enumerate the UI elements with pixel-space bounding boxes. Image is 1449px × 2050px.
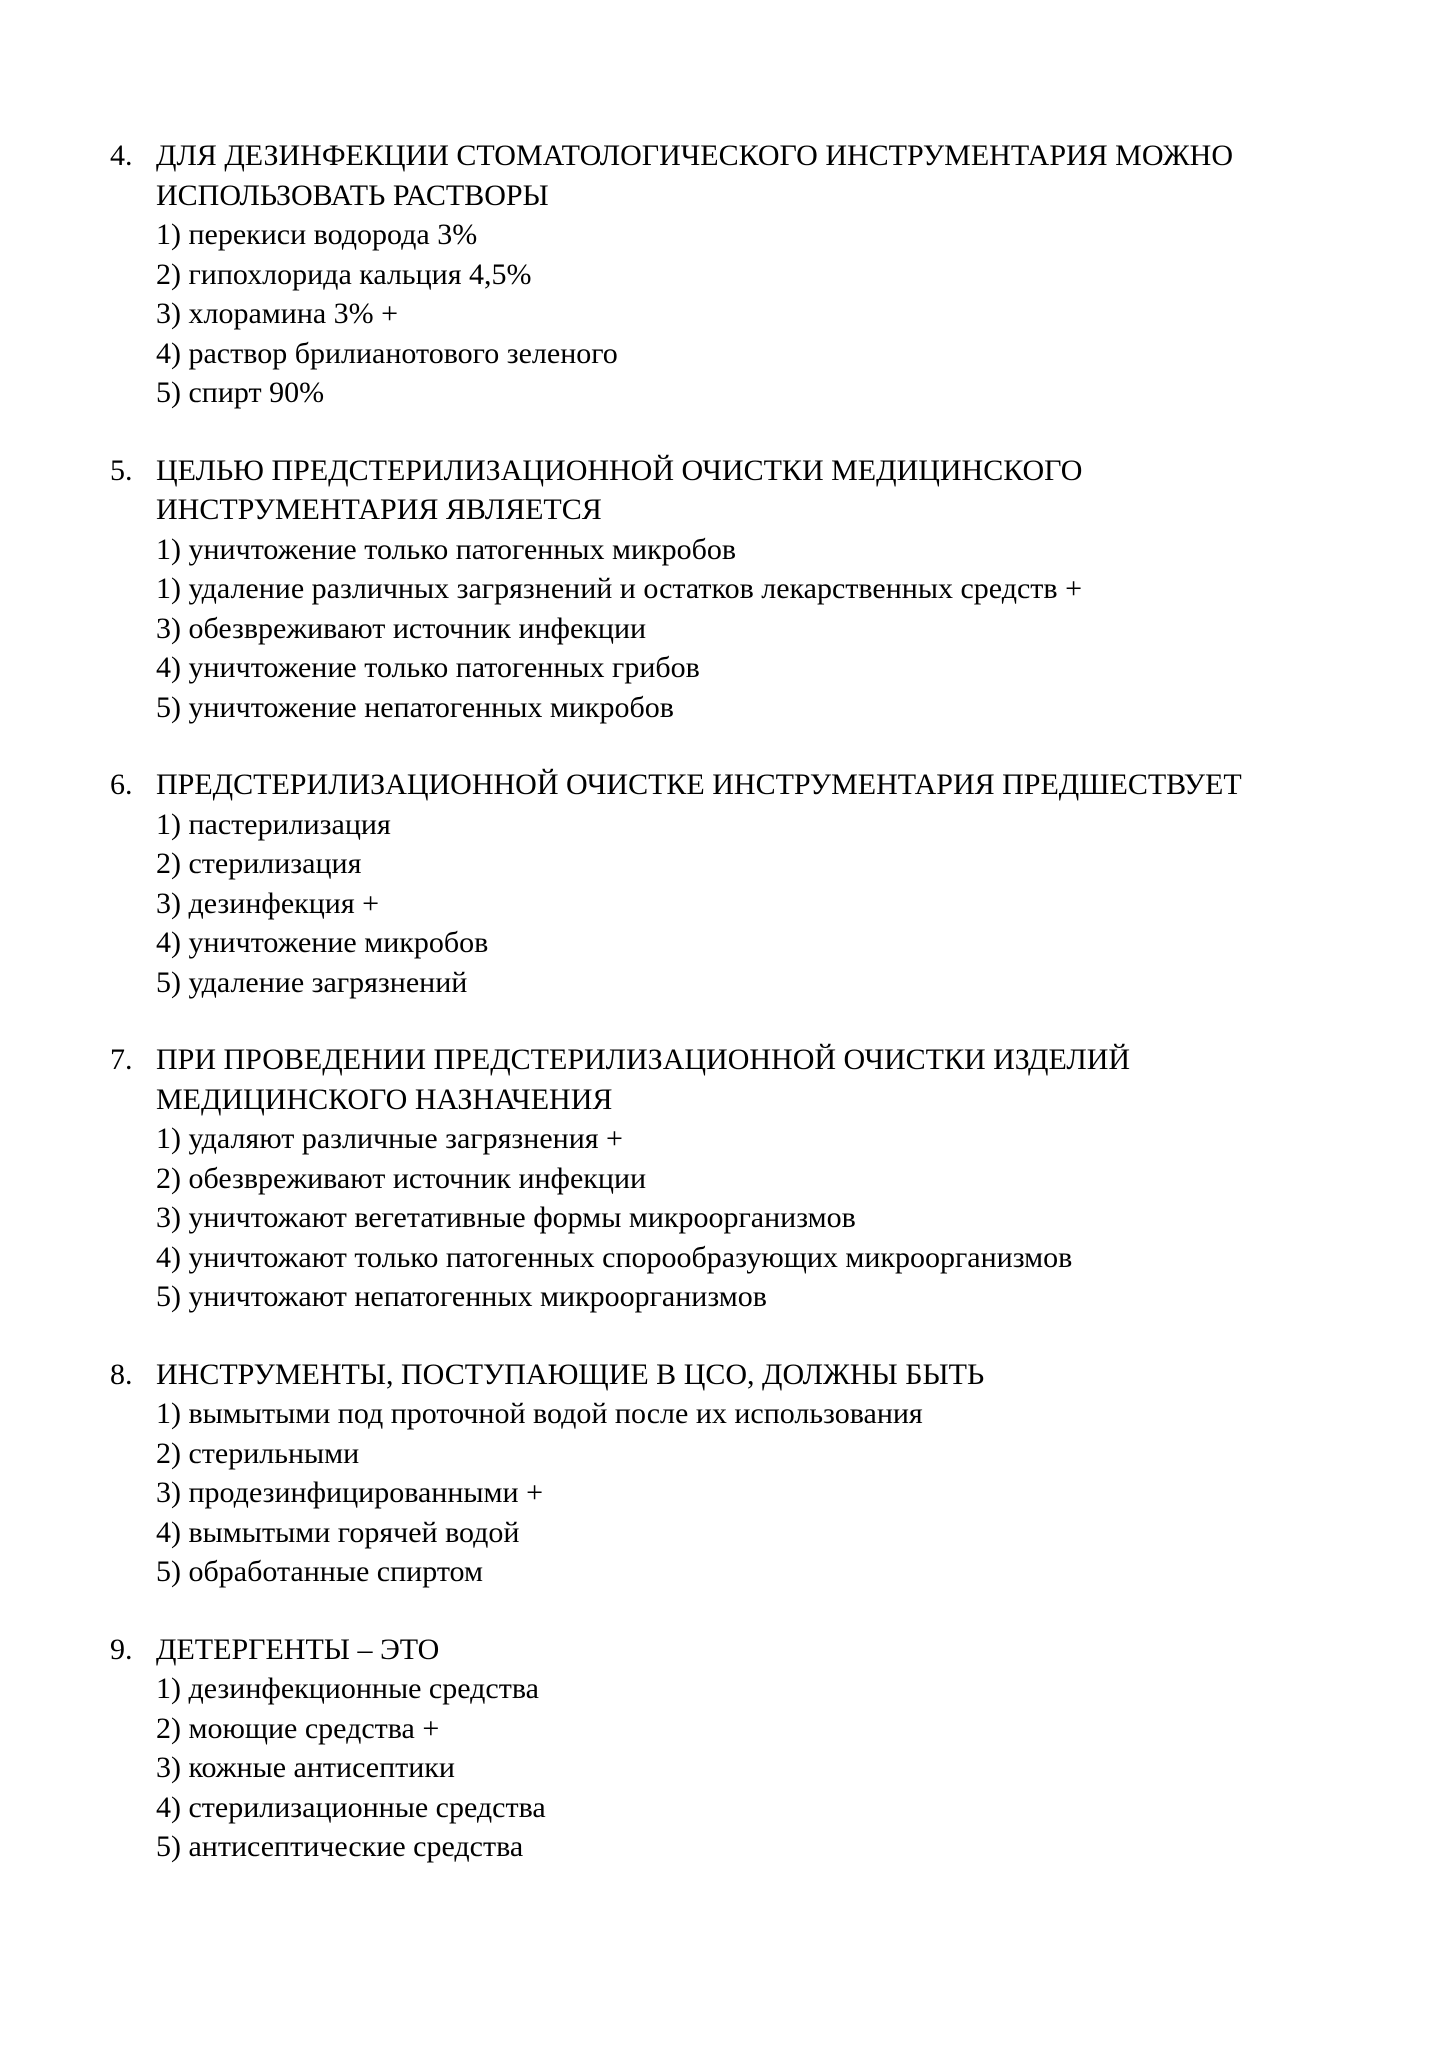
question-text: ИНСТРУМЕНТЫ, ПОСТУПАЮЩИЕ В ЦСО, ДОЛЖНЫ БЫТЬ	[156, 1357, 985, 1391]
answer-option: 5) спирт 90%	[156, 376, 325, 409]
answer-option: 1) вымытыми под проточной водой после их использования	[156, 1397, 923, 1430]
answer-option: 3) обезвреживают источник инфекции	[156, 611, 647, 645]
question-6	[110, 765, 1370, 1002]
question-text: ДЛЯ ДЕЗИНФЕКЦИИ СТОМАТОЛОГИЧЕСКОГО ИНСТРУМЕНТАРИЯ МОЖНО ИСПОЛЬЗОВАТЬ РАСТВОРЫ	[156, 139, 1233, 212]
answer-option: 4) стерилизационные средства	[156, 1790, 546, 1824]
question-number: 7.	[110, 1043, 133, 1076]
answer-option: 1) дезинфекционные средства	[156, 1672, 539, 1705]
answer-option: 5) уничтожение непатогенных микробов	[156, 690, 674, 724]
answer-option: 2) обезвреживают источник инфекции	[156, 1161, 647, 1195]
answer-option: 5) уничтожают непатогенных микроорганизмов	[156, 1280, 767, 1313]
answer-option: 4) уничтожение только патогенных грибов	[156, 651, 700, 684]
question-text: ПРЕДСТЕРИЛИЗАЦИОННОЙ ОЧИСТКЕ ИНСТРУМЕНТАРИЯ ПРЕДШЕСТВУЕТ	[156, 768, 1242, 801]
answer-list	[156, 1119, 1370, 1317]
question-number: 6.	[110, 768, 133, 801]
answer-option: 3) дезинфекция +	[156, 886, 380, 920]
answer-option: 1) пастерилизация	[156, 807, 391, 841]
question-text: ЦЕЛЬЮ ПРЕДСТЕРИЛИЗАЦИОННОЙ ОЧИСТКИ МЕДИЦИНСКОГО ИНСТРУМЕНТАРИЯ ЯВЛЯЕТСЯ	[156, 453, 1083, 526]
answer-list	[156, 805, 1370, 1003]
answer-option: 3) продезинфицированными +	[156, 1476, 543, 1509]
question-5	[110, 451, 1370, 728]
answer-option: 4) вымытыми горячей водой	[156, 1515, 520, 1549]
answer-option: 2) моющие средства +	[156, 1711, 440, 1745]
answer-option: 1) удаление различных загрязнений и остатков лекарственных средств +	[156, 572, 1082, 605]
answer-list	[156, 215, 1370, 413]
question-8	[110, 1355, 1370, 1592]
answer-option: 2) гипохлорида кальция 4,5%	[156, 257, 532, 291]
answer-option: 3) хлорамина 3% +	[156, 297, 399, 330]
question-list	[110, 136, 1370, 1905]
question-number: 5.	[110, 453, 133, 487]
answer-option: 1) уничтожение только патогенных микробов	[156, 532, 737, 566]
answer-option: 3) кожные антисептики	[156, 1751, 455, 1784]
answer-list	[156, 530, 1370, 728]
answer-option: 3) уничтожают вегетативные формы микроорганизмов	[156, 1201, 856, 1234]
answer-option: 2) стерильными	[156, 1436, 360, 1470]
question-text: ПРИ ПРОВЕДЕНИИ ПРЕДСТЕРИЛИЗАЦИОННОЙ ОЧИСТКИ ИЗДЕЛИЙ МЕДИЦИНСКОГО НАЗНАЧЕНИЯ	[156, 1043, 1131, 1116]
question-number: 8.	[110, 1357, 133, 1391]
answer-list	[156, 1394, 1370, 1592]
question-4	[110, 136, 1370, 413]
answer-option: 4) раствор брилианотового зеленого	[156, 336, 618, 370]
answer-option: 5) обработанные спиртом	[156, 1555, 483, 1588]
question-text: ДЕТЕРГЕНТЫ – ЭТО	[156, 1632, 440, 1666]
answer-option: 5) антисептические средства	[156, 1830, 524, 1863]
answer-option: 4) уничтожают только патогенных спорообразующих микроорганизмов	[156, 1240, 1073, 1274]
answer-list	[156, 1669, 1370, 1867]
answer-option: 5) удаление загрязнений	[156, 965, 468, 999]
answer-option: 1) удаляют различные загрязнения +	[156, 1122, 623, 1155]
question-7	[110, 1040, 1370, 1317]
answer-option: 4) уничтожение микробов	[156, 926, 489, 959]
answer-option: 1) перекиси водорода 3%	[156, 218, 478, 251]
question-9	[110, 1630, 1370, 1867]
question-number: 9.	[110, 1632, 133, 1666]
question-number: 4.	[110, 139, 133, 172]
answer-option: 2) стерилизация	[156, 847, 362, 880]
